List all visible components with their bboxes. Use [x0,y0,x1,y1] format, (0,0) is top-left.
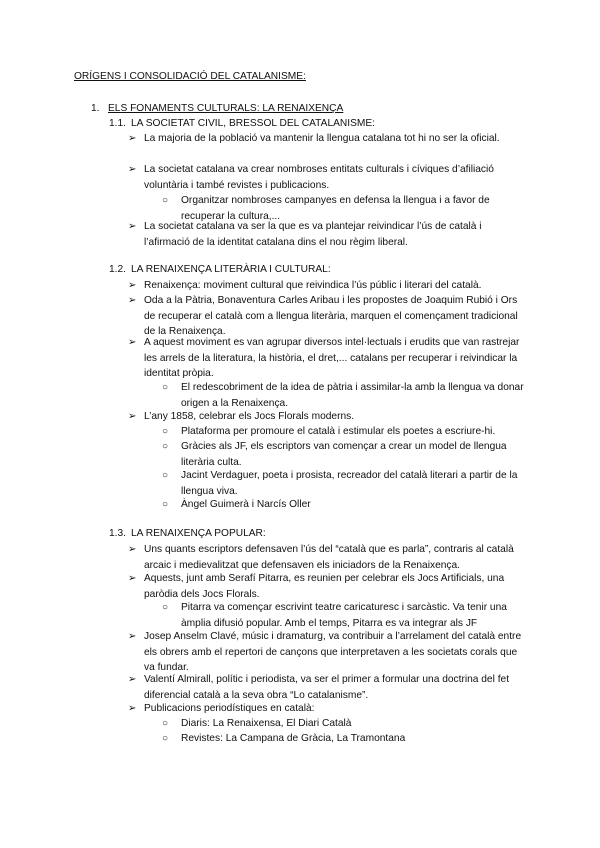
subsection-heading [109,116,375,132]
arrow-bullet-icon: ➢ [128,337,137,348]
sub-list-item-text: Gràcies als JF, els escriptors van començar a crear un model de llengua literària culta. [181,441,507,468]
circle-bullet-icon: ○ [162,382,169,393]
sub-list-item-text: Plataforma per promoure el català i estimular els poetes a escriure-hi. [181,426,496,437]
sub-list-item-text: Organitzar nombroses campanyes en defensa la llengua i a favor de recuperar la cultura,... [181,195,490,222]
subsection-title: LA RENAIXENÇA POPULAR: [131,528,266,539]
arrow-bullet-icon: ➢ [128,295,137,306]
arrow-bullet-icon: ➢ [128,164,137,175]
arrow-bullet-icon: ➢ [128,280,137,291]
list-item-text: Uns quants escriptors defensaven l’ús del “català que es parla”, contraris al català arcaic i medievalitzat que defensaven els iniciadors de la Renaixença. [144,544,514,571]
list-item-text: La societat catalana va ser la que es va plantejar reivindicar l’ús de català i l’afirmació de la identitat catalana dins el nou règim liberal. [144,221,482,248]
circle-bullet-icon: ○ [162,499,169,510]
sub-list-item-text: Jacint Verdaguer, poeta i prosista, recreador del català literari a partir de la llengua viva. [181,470,518,497]
circle-bullet-icon: ○ [162,470,169,481]
circle-bullet-icon: ○ [162,602,169,613]
list-item-text: Josep Anselm Clavé, músic i dramaturg, va contribuir a l’arrelament del català entre els obrers amb el repertori de cançons que interpretaven a les societats corals que va fundar. [144,631,522,674]
subsection-title: LA SOCIETAT CIVIL, BRESSOL DEL CATALANISME: [131,118,376,129]
list-item-text: Oda a la Pàtria, Bonaventura Carles Aribau i les propostes de Joaquim Rubió i Ors de recuperar el català com a llengua literària, marquen el començament tradicional de la Renaixença. [144,295,518,338]
arrow-bullet-icon: ➢ [128,133,137,144]
circle-bullet-icon: ○ [162,718,169,729]
sub-list-item-text: El redescobriment de la idea de pàtria i assimilar-la amb la llengua va donar origen a la Renaixença. [181,382,524,409]
list-item-text: L’any 1858, celebrar els Jocs Florals moderns. [144,411,355,422]
sub-list-item-text: Àngel Guimerà i Narcís Oller [181,499,311,510]
sub-list-item-text: Revistes: La Campana de Gràcia, La Tramontana [181,733,406,744]
arrow-bullet-icon: ➢ [128,573,137,584]
arrow-bullet-icon: ➢ [128,674,137,685]
arrow-bullet-icon: ➢ [128,544,137,555]
arrow-bullet-icon: ➢ [128,411,137,422]
list-item-text: Renaixença: moviment cultural que reivindica l’ús públic i literari del català. [144,280,482,291]
subsection-heading [109,262,331,278]
subsection-heading [109,526,266,542]
page-title: ORÍGENS I CONSOLIDACIÓ DEL CATALANISME: [74,71,306,82]
list-item-text: Publicacions periodístiques en català: [144,703,315,714]
subsection-number: 1.1. [109,118,126,129]
list-item-text: Valentí Almirall, polític i periodista, va ser el primer a formular una doctrina del fet diferencial català a la seva obra “Lo catalanisme”. [144,674,510,701]
arrow-bullet-icon: ➢ [128,703,137,714]
circle-bullet-icon: ○ [162,426,169,437]
list-item-text: La societat catalana va crear nombroses entitats culturals i cíviques d’afiliació voluntària i també revistes i publicacions. [144,164,494,191]
section-number: 1. [91,103,100,114]
arrow-bullet-icon: ➢ [128,221,137,232]
circle-bullet-icon: ○ [162,441,169,452]
section-heading [91,101,343,117]
sub-list-item-text: Pitarra va començar escrivint teatre caricaturesc i sarcàstic. Va tenir una àmplia difusió popular. Amb el temps, Pitarra es va integrar als JF [181,602,507,629]
list-item-text: La majoria de la població va mantenir la llengua catalana tot hi no ser la oficial. [144,133,500,144]
circle-bullet-icon: ○ [162,195,169,206]
subsection-number: 1.3. [109,528,126,539]
list-item-text: A aquest moviment es van agrupar diversos intel·lectuals i erudits que van rastrejar les arrels de la literatura, la història, el dret,... catalans per recuperar i reivindicar la identitat pròpia. [144,337,520,380]
section-title: ELS FONAMENTS CULTURALS: LA RENAIXENÇA [108,103,344,114]
subsection-number: 1.2. [109,264,126,275]
subsection-title: LA RENAIXENÇA LITERÀRIA I CULTURAL: [131,264,331,275]
circle-bullet-icon: ○ [162,733,169,744]
arrow-bullet-icon: ➢ [128,631,137,642]
sub-list-item-text: Diaris: La Renaixensa, El Diari Català [181,718,352,729]
list-item-text: Aquests, junt amb Serafí Pitarra, es reunien per celebrar els Jocs Artificials, una paròdia dels Jocs Florals. [144,573,505,600]
